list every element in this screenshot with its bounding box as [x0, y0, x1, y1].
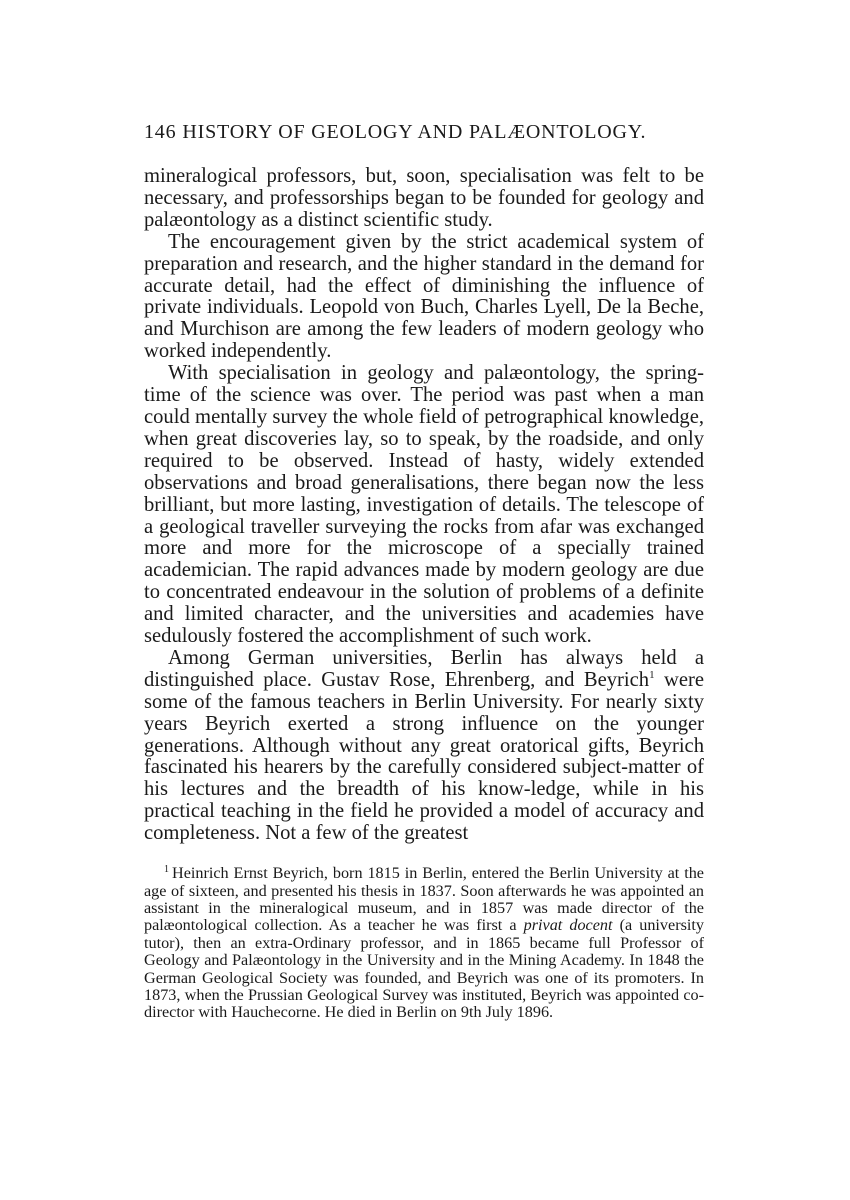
footnote-text-after: (a university tutor), then an extra-Ordinary professor, and in 1865 became full Professor of Geology and Palæontology in the University and in the Mining Academy. In 1848 the German Geological Society was founded, and Beyrich was one of its promoters. In 1873, when the Prussian Geological Survey was instituted, Beyrich was appointed co-director with Hauchecorne. He died in Berlin on 9th July 1896. [144, 916, 704, 1022]
footnote-1 [144, 861, 704, 1022]
footnote-italic-term: privat docent [523, 916, 613, 935]
paragraph-1: mineralogical professors, but, soon, specialisation was felt to be necessary, and professorships began to be founded for geology and palæontology as a distinct scientific study. [144, 165, 704, 231]
paragraph-4-text-before: Among German universities, Berlin has always held a distinguished place. Gustav Rose, Ehrenberg, and Beyrich [144, 646, 704, 691]
page-number: 146 [144, 121, 177, 143]
paragraph-4-text-after: were some of the famous teachers in Berlin University. For nearly sixty years Beyrich exerted a strong influence on the younger generations. Although without any great oratorical gifts, Beyrich fascinated his hearers by the carefully considered subject-matter of his lectures and the breadth of his know-ledge, while in his practical teaching in the field he provided a model of accuracy and completeness. Not a few of the greatest [144, 668, 704, 845]
paragraph-4 [144, 648, 704, 845]
running-head [144, 118, 704, 146]
paragraph-2: The encouragement given by the strict academical system of preparation and research, and the higher standard in the demand for accurate detail, had the effect of diminishing the influence of private individuals. Leopold von Buch, Charles Lyell, De la Beche, and Murchison are among the few leaders of modern geology who worked independently. [144, 230, 704, 363]
book-page [144, 118, 704, 1022]
running-title: HISTORY OF GEOLOGY AND PALÆONTOLOGY. [182, 121, 647, 143]
body-text [144, 166, 704, 845]
footnote-marker: 1 [164, 864, 169, 876]
paragraph-3: With specialisation in geology and palæontology, the spring-time of the science was over. The period was past when a man could mentally survey the whole field of petrographical knowledge, when great discoveries lay, so to speak, by the roadside, and only required to be observed. Instead of hasty, widely extended observations and broad generalisations, there began now the less brilliant, but more lasting, investigation of details. The telescope of a geological traveller surveying the rocks from afar was exchanged more and more for the microscope of a specially trained academician. The rapid advances made by modern geology are due to concentrated endeavour in the solution of problems of a definite and limited character, and the universities and academies have sedulously fostered the accomplishment of such work. [144, 362, 704, 648]
footnote-text-before: Heinrich Ernst Beyrich, born 1815 in Berlin, entered the Berlin University at the age of sixteen, and presented his thesis in 1837. Soon afterwards he was appointed an assistant in the mineralogical museum, and in 1857 was made director of the palæontological collection. As a teacher he was first a [144, 864, 704, 935]
footnote-reference[interactable]: 1 [649, 668, 655, 681]
footnotes [144, 861, 704, 1022]
